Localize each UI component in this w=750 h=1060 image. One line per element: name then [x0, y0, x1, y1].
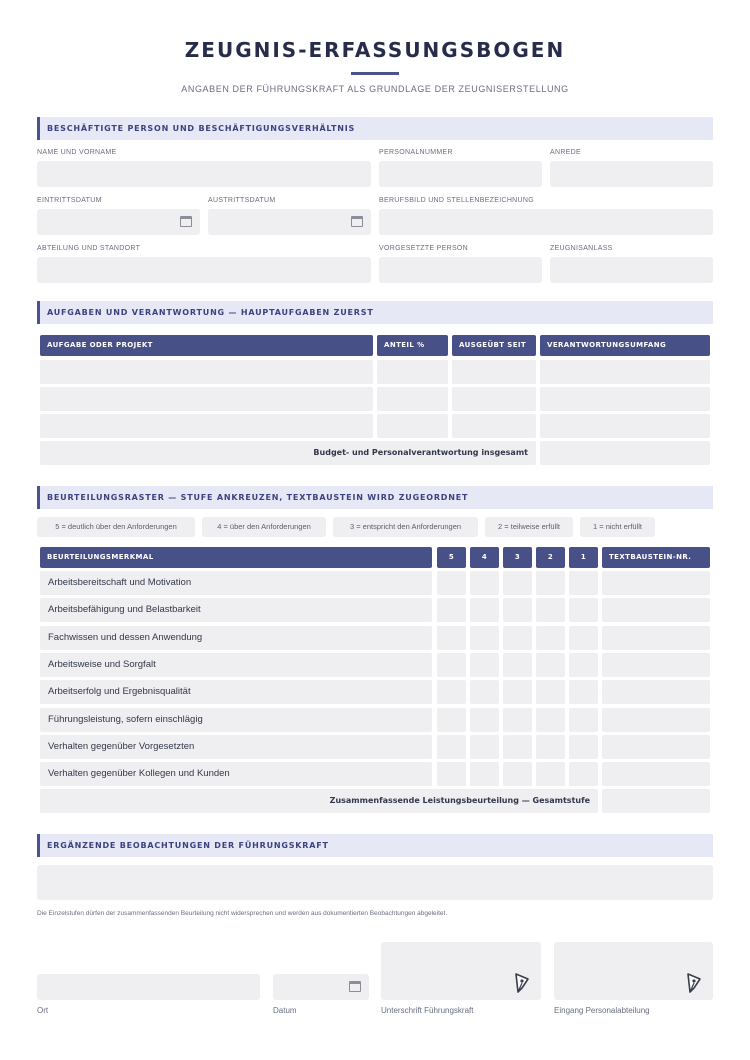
label-beruf: BERUFSBILD UND STELLENBEZEICHNUNG: [379, 197, 534, 204]
ort-field[interactable]: [37, 974, 260, 1000]
rating-row-label: Arbeitserfolg und Ergebnisqualität: [40, 680, 432, 704]
rating-checkbox-stufe-5[interactable]: [437, 571, 466, 595]
textbaustein-field[interactable]: [602, 571, 710, 595]
rating-checkbox-stufe-4[interactable]: [470, 680, 499, 704]
legend-chip-1: 1 = nicht erfüllt: [580, 517, 655, 537]
rating-checkbox-stufe-1[interactable]: [569, 680, 598, 704]
page-subtitle: ANGABEN DER FÜHRUNGSKRAFT ALS GRUNDLAGE DER ZEUGNISERSTELLUNG: [181, 84, 569, 94]
rating-checkbox-stufe-4[interactable]: [470, 598, 499, 622]
label-vorgesetzt: VORGESETZTE PERSON: [379, 245, 469, 252]
column-header-aufgabe: AUFGABE ODER PROJEKT: [40, 335, 373, 356]
rating-row-label: Führungsleistung, sofern einschlägig: [40, 708, 432, 732]
column-header-verantwortung: VERANTWORTUNGSUMFANG: [540, 335, 710, 356]
column-header-stufe-3: 3: [503, 547, 532, 568]
task-cell-anteil[interactable]: [377, 387, 448, 411]
task-cell-ausgeuebt[interactable]: [452, 387, 536, 411]
textbaustein-field[interactable]: [602, 626, 710, 650]
rating-checkbox-stufe-2[interactable]: [536, 762, 565, 786]
rating-checkbox-stufe-2[interactable]: [536, 571, 565, 595]
rating-checkbox-stufe-5[interactable]: [437, 708, 466, 732]
title-divider: [351, 72, 399, 75]
personalnummer-field[interactable]: [379, 161, 542, 187]
task-cell-verantwortung[interactable]: [540, 414, 710, 438]
textbaustein-field[interactable]: [602, 735, 710, 759]
section-heading-beurteilung: BEURTEILUNGSRASTER — STUFE ANKREUZEN, TEXTBAUSTEIN WIRD ZUGEORDNET: [37, 486, 713, 509]
column-header-anteil: ANTEIL %: [377, 335, 448, 356]
pen-nib-icon: [513, 972, 531, 994]
austrittsdatum-field[interactable]: [208, 209, 371, 235]
rating-checkbox-stufe-1[interactable]: [569, 708, 598, 732]
datum-field[interactable]: [273, 974, 369, 1000]
budget-summary-label: Budget- und Personalverantwortung insgesamt: [40, 441, 536, 465]
rating-checkbox-stufe-1[interactable]: [569, 598, 598, 622]
label-anlass: ZEUGNISANLASS: [550, 245, 613, 252]
task-cell-anteil[interactable]: [377, 414, 448, 438]
rating-checkbox-stufe-4[interactable]: [470, 762, 499, 786]
rating-checkbox-stufe-5[interactable]: [437, 626, 466, 650]
label-eintritt: EINTRITTSDATUM: [37, 197, 102, 204]
task-cell-anteil[interactable]: [377, 360, 448, 384]
rating-row-label: Arbeitsbefähigung und Belastbarkeit: [40, 598, 432, 622]
textbaustein-field[interactable]: [602, 598, 710, 622]
rating-checkbox-stufe-4[interactable]: [470, 735, 499, 759]
column-header-stufe-2: 2: [536, 547, 565, 568]
legend-chip-2: 2 = teilweise erfüllt: [485, 517, 573, 537]
rating-checkbox-stufe-3[interactable]: [503, 708, 532, 732]
rating-row-label: Fachwissen und dessen Anwendung: [40, 626, 432, 650]
task-cell-ausgeuebt[interactable]: [452, 360, 536, 384]
rating-checkbox-stufe-3[interactable]: [503, 626, 532, 650]
column-header-merkmal: BEURTEILUNGSMERKMAL: [40, 547, 432, 568]
rating-checkbox-stufe-4[interactable]: [470, 571, 499, 595]
beobachtungen-field[interactable]: [37, 865, 713, 900]
vorgesetzte-person-field[interactable]: [379, 257, 542, 283]
page-title: ZEUGNIS-ERFASSUNGSBOGEN: [184, 38, 566, 62]
legend-chip-5: 5 = deutlich über den Anforderungen: [37, 517, 195, 537]
rating-checkbox-stufe-4[interactable]: [470, 708, 499, 732]
rating-checkbox-stufe-5[interactable]: [437, 735, 466, 759]
column-header-stufe-4: 4: [470, 547, 499, 568]
name-field[interactable]: [37, 161, 371, 187]
rating-checkbox-stufe-2[interactable]: [536, 735, 565, 759]
task-cell-aufgabe[interactable]: [40, 387, 373, 411]
task-cell-ausgeuebt[interactable]: [452, 414, 536, 438]
rating-checkbox-stufe-2[interactable]: [536, 653, 565, 677]
rating-checkbox-stufe-2[interactable]: [536, 598, 565, 622]
calendar-icon[interactable]: [351, 216, 363, 227]
rating-checkbox-stufe-4[interactable]: [470, 626, 499, 650]
textbaustein-field[interactable]: [602, 762, 710, 786]
section-heading-beobachtungen: ERGÄNZENDE BEOBACHTUNGEN DER FÜHRUNGSKRAFT: [37, 834, 713, 857]
rating-checkbox-stufe-3[interactable]: [503, 762, 532, 786]
rating-checkbox-stufe-3[interactable]: [503, 571, 532, 595]
label-abteilung: ABTEILUNG UND STANDORT: [37, 245, 141, 252]
gesamtstufe-label: Zusammenfassende Leistungsbeurteilung — Gesamtstufe: [40, 789, 598, 813]
rating-checkbox-stufe-1[interactable]: [569, 762, 598, 786]
pen-nib-icon: [685, 972, 703, 994]
column-header-textbaustein: TEXTBAUSTEIN-NR.: [602, 547, 710, 568]
rating-row-label: Arbeitsbereitschaft und Motivation: [40, 571, 432, 595]
rating-checkbox-stufe-5[interactable]: [437, 762, 466, 786]
datum-label: Datum: [273, 1006, 297, 1015]
rating-checkbox-stufe-3[interactable]: [503, 680, 532, 704]
section-heading-aufgaben: AUFGABEN UND VERANTWORTUNG — HAUPTAUFGABEN ZUERST: [37, 301, 713, 324]
rating-checkbox-stufe-1[interactable]: [569, 653, 598, 677]
textbaustein-field[interactable]: [602, 653, 710, 677]
textbaustein-field[interactable]: [602, 680, 710, 704]
rating-checkbox-stufe-1[interactable]: [569, 626, 598, 650]
rating-checkbox-stufe-3[interactable]: [503, 653, 532, 677]
rating-checkbox-stufe-5[interactable]: [437, 598, 466, 622]
task-cell-aufgabe[interactable]: [40, 414, 373, 438]
rating-checkbox-stufe-1[interactable]: [569, 735, 598, 759]
task-cell-verantwortung[interactable]: [540, 387, 710, 411]
rating-checkbox-stufe-2[interactable]: [536, 680, 565, 704]
eintrittsdatum-field[interactable]: [37, 209, 200, 235]
rating-row-label: Verhalten gegenüber Kollegen und Kunden: [40, 762, 432, 786]
rating-row-label: Arbeitsweise und Sorgfalt: [40, 653, 432, 677]
budget-summary-field[interactable]: [540, 441, 710, 465]
label-austritt: AUSTRITTSDATUM: [208, 197, 276, 204]
zeugnisanlass-field[interactable]: [550, 257, 713, 283]
abteilung-field[interactable]: [37, 257, 371, 283]
unterschrift-label: Unterschrift Führungskraft: [381, 1006, 474, 1015]
column-header-stufe-5: 5: [437, 547, 466, 568]
legend-chip-4: 4 = über den Anforderungen: [202, 517, 326, 537]
calendar-icon[interactable]: [349, 981, 361, 992]
ort-label: Ort: [37, 1006, 49, 1015]
berufsbild-field[interactable]: [379, 209, 713, 235]
rating-checkbox-stufe-1[interactable]: [569, 571, 598, 595]
column-header-stufe-1: 1: [569, 547, 598, 568]
section-heading-person: BESCHÄFTIGTE PERSON UND BESCHÄFTIGUNGSVERHÄLTNIS: [37, 117, 713, 140]
rating-checkbox-stufe-5[interactable]: [437, 653, 466, 677]
legend-chip-3: 3 = entspricht den Anforderungen: [333, 517, 478, 537]
gesamtstufe-field[interactable]: [602, 789, 710, 813]
footnote: Die Einzelstufen dürfen der zusammenfassenden Beurteilung nicht widersprechen und werden aus dokumentierten Beobachtungen abgeleitet.: [37, 910, 448, 917]
rating-checkbox-stufe-3[interactable]: [503, 735, 532, 759]
rating-checkbox-stufe-4[interactable]: [470, 653, 499, 677]
anrede-field[interactable]: [550, 161, 713, 187]
label-anrede: ANREDE: [550, 149, 581, 156]
rating-row-label: Verhalten gegenüber Vorgesetzten: [40, 735, 432, 759]
rating-checkbox-stufe-5[interactable]: [437, 680, 466, 704]
unterschrift-fuehrungskraft-field[interactable]: [381, 942, 541, 1000]
label-name: NAME UND VORNAME: [37, 149, 117, 156]
task-cell-aufgabe[interactable]: [40, 360, 373, 384]
eingang-personalabteilung-field[interactable]: [554, 942, 713, 1000]
task-cell-verantwortung[interactable]: [540, 360, 710, 384]
label-personalnummer: PERSONALNUMMER: [379, 149, 453, 156]
calendar-icon[interactable]: [180, 216, 192, 227]
rating-checkbox-stufe-2[interactable]: [536, 626, 565, 650]
column-header-ausgeuebt: AUSGEÜBT SEIT: [452, 335, 536, 356]
rating-checkbox-stufe-3[interactable]: [503, 598, 532, 622]
rating-checkbox-stufe-2[interactable]: [536, 708, 565, 732]
eingang-label: Eingang Personalabteilung: [554, 1006, 650, 1015]
textbaustein-field[interactable]: [602, 708, 710, 732]
